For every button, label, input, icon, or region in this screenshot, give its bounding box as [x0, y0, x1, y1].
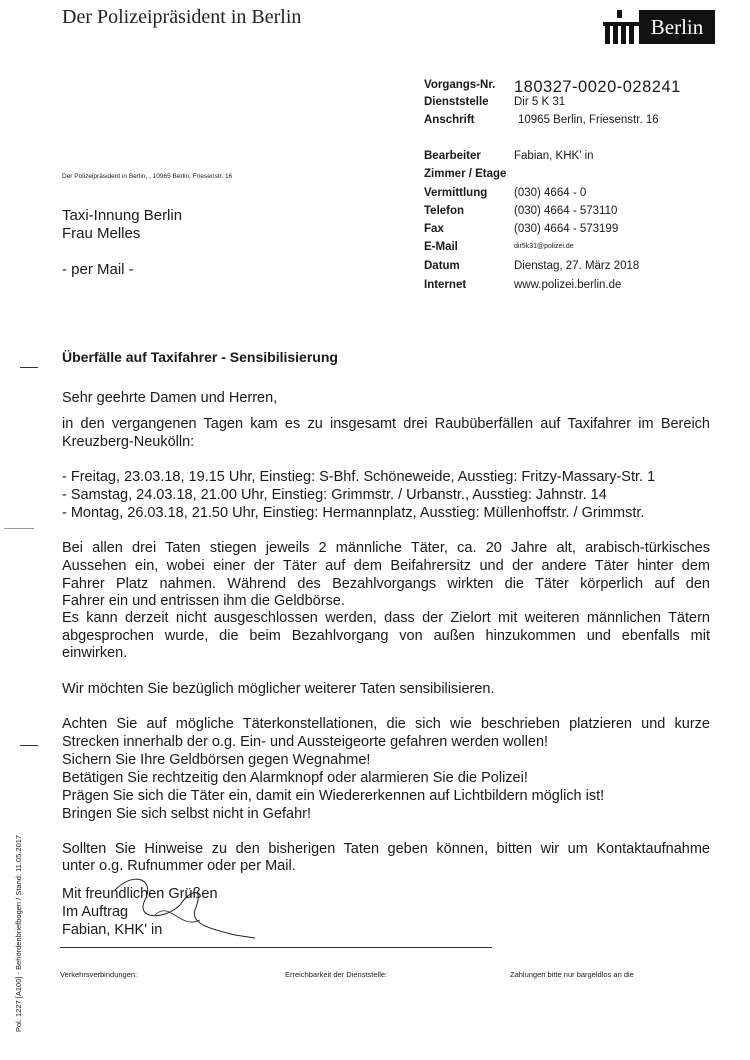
dienststelle-value: Dir 5 K 31	[514, 96, 566, 108]
fax-value: (030) 4664 - 573199	[514, 223, 619, 235]
body-line: Bringen Sie sich selbst nicht in Gefahr!	[62, 806, 312, 822]
sender-address-line: Der Polizeipräsident in Berlin, , 10965 Berlin, Friesenstr. 16	[62, 173, 233, 180]
incident-item: - Freitag, 23.03.18, 19.15 Uhr, Einstieg: S-Bhf. Schöneweide, Ausstieg: Fritzy-Massary-Str. 1	[62, 469, 656, 485]
footer-verkehr: Verkehrsverbindungen:	[60, 970, 138, 979]
logo-text: Berlin	[639, 10, 715, 44]
incident-item: - Montag, 26.03.18, 21.50 Uhr, Einstieg: Hermannplatz, Ausstieg: Müllenhoffstr. / Grimmstr.	[62, 505, 645, 521]
body-line: Betätigen Sie rechtzeitig den Alarmknopf oder alarmieren Sie die Polizei!	[62, 770, 528, 786]
closing-greeting: Mit freundlichen Grüßen	[62, 886, 218, 902]
anschrift-label: Anschrift	[424, 114, 475, 126]
body-line: Bei allen drei Taten stiegen jeweils 2 männliche Täter, ca. 20 Jahre alt, arabisch-türkisches	[62, 540, 710, 556]
vorgangs-nr-label: Vorgangs-Nr.	[424, 79, 496, 91]
page-title: Der Polizeipräsident in Berlin	[62, 6, 302, 28]
body-line: in den vergangenen Tagen kam es zu insgesamt drei Raubüberfällen auf Taxifahrer im Bereich	[62, 416, 710, 432]
internet-label: Internet	[424, 279, 467, 291]
vermittlung-value: (030) 4664 - 0	[514, 187, 587, 199]
vorgangs-nr-value: 180327-0020-028241	[514, 78, 681, 96]
incident-item: - Samstag, 24.03.18, 21.00 Uhr, Einstieg: Grimmstr. / Urbanstr., Ausstieg: Jahnstr. 14	[62, 487, 607, 503]
subject-line: Überfälle auf Taxifahrer - Sensibilisierung	[62, 349, 338, 365]
datum-value: Dienstag, 27. März 2018	[514, 260, 640, 272]
body-line: Es kann derzeit nicht ausgeschlossen werden, dass der Zielort mit weiteren männlichen Tätern	[62, 610, 710, 626]
body-line: Wir möchten Sie bezüglich möglicher weiterer Taten sensibilisieren.	[62, 681, 495, 697]
fax-label: Fax	[424, 223, 444, 235]
body-line: Sollten Sie Hinweise zu den bisherigen Taten geben können, bitten wir um Kontaktaufnahme	[62, 841, 710, 857]
email-value[interactable]: dir5k31@polizei.de	[514, 243, 574, 250]
closing-signer: Fabian, KHK' in	[62, 922, 163, 938]
signature-scribble	[95, 860, 260, 945]
body-line: unter o.g. Rufnummer oder per Mail.	[62, 858, 296, 874]
body-line: abgesprochen wurde, die beim Bezahlvorgang von außen hinzukommen und ebenfalls mit	[62, 628, 710, 644]
recipient-contact: Frau Melles	[62, 225, 141, 242]
email-label: E-Mail	[424, 241, 458, 253]
body-line: Fahrer ein und entrissen ihm die Geldbörse.	[62, 593, 345, 609]
vermittlung-label: Vermittlung	[424, 187, 488, 199]
fold-mark	[20, 745, 38, 746]
footer-erreichbarkeit: Erreichbarkeit der Dienststelle:	[285, 970, 388, 979]
berlin-logo	[603, 10, 715, 44]
telefon-value: (030) 4664 - 573110	[514, 205, 618, 217]
bearbeiter-label: Bearbeiter	[424, 150, 481, 162]
body-line: Sichern Sie Ihre Geldbörsen gegen Wegnahme!	[62, 752, 371, 768]
body-line: Aussehen ein, wobei einer der Täter auf dem Beifahrersitz und der andere Täter hinter dem	[62, 558, 710, 574]
hole-mark	[4, 528, 34, 529]
footer-zahlungen: Zahlungen bitte nur bargeldlos an die	[510, 970, 634, 979]
datum-label: Datum	[424, 260, 460, 272]
fold-mark	[20, 367, 38, 368]
body-line: Prägen Sie sich die Täter ein, damit ein Wiedererkennen auf Lichtbildern möglich ist!	[62, 788, 605, 804]
body-line: Fahrer Platz nahmen. Während des Bezahlvorgangs wirkten die Täter körperlich auf den	[62, 576, 710, 592]
greeting: Sehr geehrte Damen und Herren,	[62, 390, 278, 406]
recipient-name: Taxi-Innung Berlin	[62, 207, 183, 224]
form-number-margin: Pol. 1227 [A100] - Behördenbriefbogen / Stand: 11.05.2017	[14, 834, 23, 1032]
body-line: Kreuzberg-Neukölln:	[62, 434, 195, 450]
body-line: Strecken innerhalb der o.g. Ein- und Aussteigeorte gefahren werden wollen!	[62, 734, 549, 750]
bearbeiter-value: Fabian, KHK' in	[514, 150, 594, 162]
body-line: einwirken.	[62, 645, 128, 661]
zimmer-label: Zimmer / Etage	[424, 168, 507, 180]
telefon-label: Telefon	[424, 205, 465, 217]
footer-divider	[60, 947, 492, 948]
anschrift-value: 10965 Berlin, Friesenstr. 16	[518, 114, 659, 126]
dienststelle-label: Dienststelle	[424, 96, 489, 108]
body-line: Achten Sie auf mögliche Täterkonstellationen, die sich wie beschrieben platzieren und kurze	[62, 716, 710, 732]
internet-value[interactable]: www.polizei.berlin.de	[514, 279, 622, 291]
recipient-delivery: - per Mail -	[62, 261, 134, 278]
closing-im-auftrag: Im Auftrag	[62, 904, 129, 920]
